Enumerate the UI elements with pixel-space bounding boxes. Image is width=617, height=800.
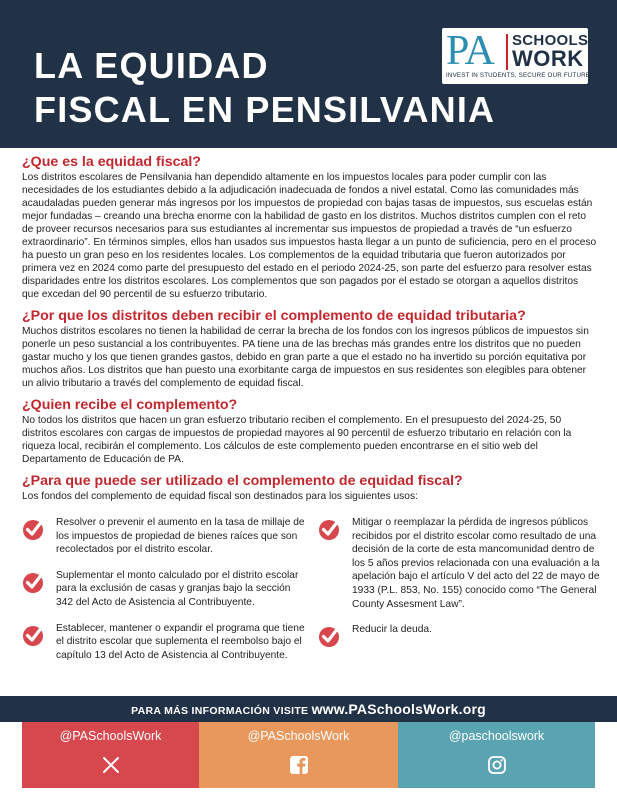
uses-column-right	[318, 516, 600, 649]
section-heading: ¿Quien recibe el complemento?	[22, 397, 238, 413]
social-handle[interactable]: @PASchoolsWork	[59, 729, 162, 743]
page-header	[0, 0, 617, 148]
uses-list	[22, 516, 600, 694]
list-item-text: Establecer, mantener o expandir el programa que tiene el distrito escolar que suplementa el reembolso bajo el capítulo 13 del Acto de Asistencia al Contribuyente.	[56, 622, 305, 661]
section-body: Los distritos escolares de Pensilvania han dependido altamente en los impuestos locales para poder cumplir con las necesidades de los estudiantes debido a la adjudicación inadecuada de fondos a nivel estatal. Como las comunidades más acaudaladas pueden generar más ingresos por los impuestos de propiedad con bajas tasas de impuestos, sus escuelas están mejor fundadas – creando una brecha enorme con la habilidad de gasto en los distritos. Muchos distritos cumplen con el reto de proveer recursos necesarios para sus estudiantes al incrementar sus impuestos de propiedad a través de “un esfuerzo extraordinario”. En términos simples, ellos han usados sus impuestos hasta llegar a un punto de suficiencia, pero en el proceso ha puesto un gran peso en los residentes locales. Los complementos de la equidad tributaria que fueron autorizados por primera vez en 2024 como parte del presupuesto del estado en el periodo 2024-25, son parte del esfuerzo para resolver estas disparidades entre los distritos escolares. Los complementos que son pagados por el estado se otorgan a aquellos distritos que excedan del 90 percentil de su esfuerzo tributario.	[22, 172, 597, 300]
social-x[interactable]	[22, 722, 199, 788]
logo-pa-text: PA	[446, 28, 494, 74]
page-title-line-2: FISCAL EN PENSILVANIA	[34, 89, 496, 130]
list-item	[22, 516, 310, 557]
section-uses	[22, 473, 597, 503]
section-body: Los fondos del complemento de equidad fiscal son destinados para los siguientes usos:	[22, 491, 418, 502]
pa-schools-work-logo	[442, 28, 591, 84]
section-body: Muchos distritos escolares no tienen la habilidad de cerrar la brecha de los fondos con los ingresos públicos de impuestos sin ponerle un peso sustancial a los contribuyentes. PA tiene una de las brechas más grandes entre los distritos que no pueden gastar mucho y los que tienen grandes gastos, debido en gran parte a que el estado no ha invertido su porción equitativa por muchos años. Los distritos que han puesto una exorbitante carga de impuestos en sus residentes son elegibles para obtener un alivio tributario a través del complemento de equidad fiscal.	[22, 326, 589, 389]
check-badge-icon	[318, 624, 342, 648]
page-title	[34, 44, 495, 132]
main-content	[22, 154, 597, 510]
list-item-text: Resolver o prevenir el aumento en la tasa de millaje de los impuestos de propiedad de bienes raíces que son recolectados por el distrito escolar.	[56, 517, 305, 556]
section-what-is	[22, 154, 597, 301]
list-item	[22, 622, 310, 663]
uses-column-left	[22, 516, 310, 674]
list-item-text: Mitigar o reemplazar la pérdida de ingresos públicos recibidos por el distrito escolar como resultado de una decisión de la corte de esta mancomunidad dentro de los 5 años previos relacionada con una evaluación a la apelación bajo el artículo V del acto del 22 de mayo de 1933 (P.L. 853, No. 155) conocido como “The General County Assesment Law”.	[352, 517, 600, 610]
check-badge-icon	[22, 623, 46, 647]
social-instagram[interactable]	[398, 722, 595, 788]
section-heading: ¿Que es la equidad fiscal?	[22, 154, 201, 170]
list-item	[318, 623, 600, 637]
section-heading: ¿Por que los distritos deben recibir el complemento de equidad tributaria?	[22, 308, 526, 324]
section-heading: ¿Para que puede ser utilizado el complemento de equidad fiscal?	[22, 473, 463, 489]
logo-schools-text: SCHOOLS	[512, 32, 589, 49]
page-title-line-1: LA EQUIDAD	[34, 45, 269, 86]
social-handle[interactable]: @paschoolswork	[448, 729, 545, 743]
logo-tagline: INVEST IN STUDENTS, SECURE OUR FUTURE	[446, 72, 591, 79]
check-badge-icon	[318, 517, 342, 541]
footer-info-bar	[0, 696, 617, 722]
logo-work-text: WORK	[512, 46, 584, 71]
list-item-text: Reducir la deuda.	[352, 624, 432, 636]
section-why	[22, 308, 597, 390]
check-badge-icon	[22, 570, 46, 594]
logo-divider	[506, 34, 508, 70]
social-handle[interactable]: @PASchoolsWork	[247, 729, 350, 743]
social-facebook[interactable]	[199, 722, 398, 788]
x-icon[interactable]	[101, 755, 121, 775]
check-badge-icon	[22, 517, 46, 541]
instagram-icon[interactable]	[487, 755, 507, 775]
footer-info-text: PARA MÁS INFORMACIÓN VISITE	[131, 705, 312, 717]
section-body: No todos los distritos que hacen un gran esfuerzo tributario reciben el complemento. En el presupuesto del 2024-25, 50 distritos escolares con cargas de impuestos de propiedad mayores al 90 percentil de esfuerzo tributario en relación con la riqueza local, recibirán el complemento. Los cálculos de este complemento pueden encontrarse en el sitio web del Departamento de Educación de PA.	[22, 415, 572, 465]
facebook-icon[interactable]	[289, 755, 309, 775]
website-link[interactable]: www.PASchoolsWork.org	[311, 701, 486, 717]
list-item	[318, 516, 600, 611]
list-item	[22, 569, 310, 610]
list-item-text: Suplementar el monto calculado por el distrito escolar para la exclusión de casas y granjas bajo la sección 342 del Acto de Asistencia al Contribuyente.	[56, 569, 299, 608]
section-who	[22, 397, 597, 466]
